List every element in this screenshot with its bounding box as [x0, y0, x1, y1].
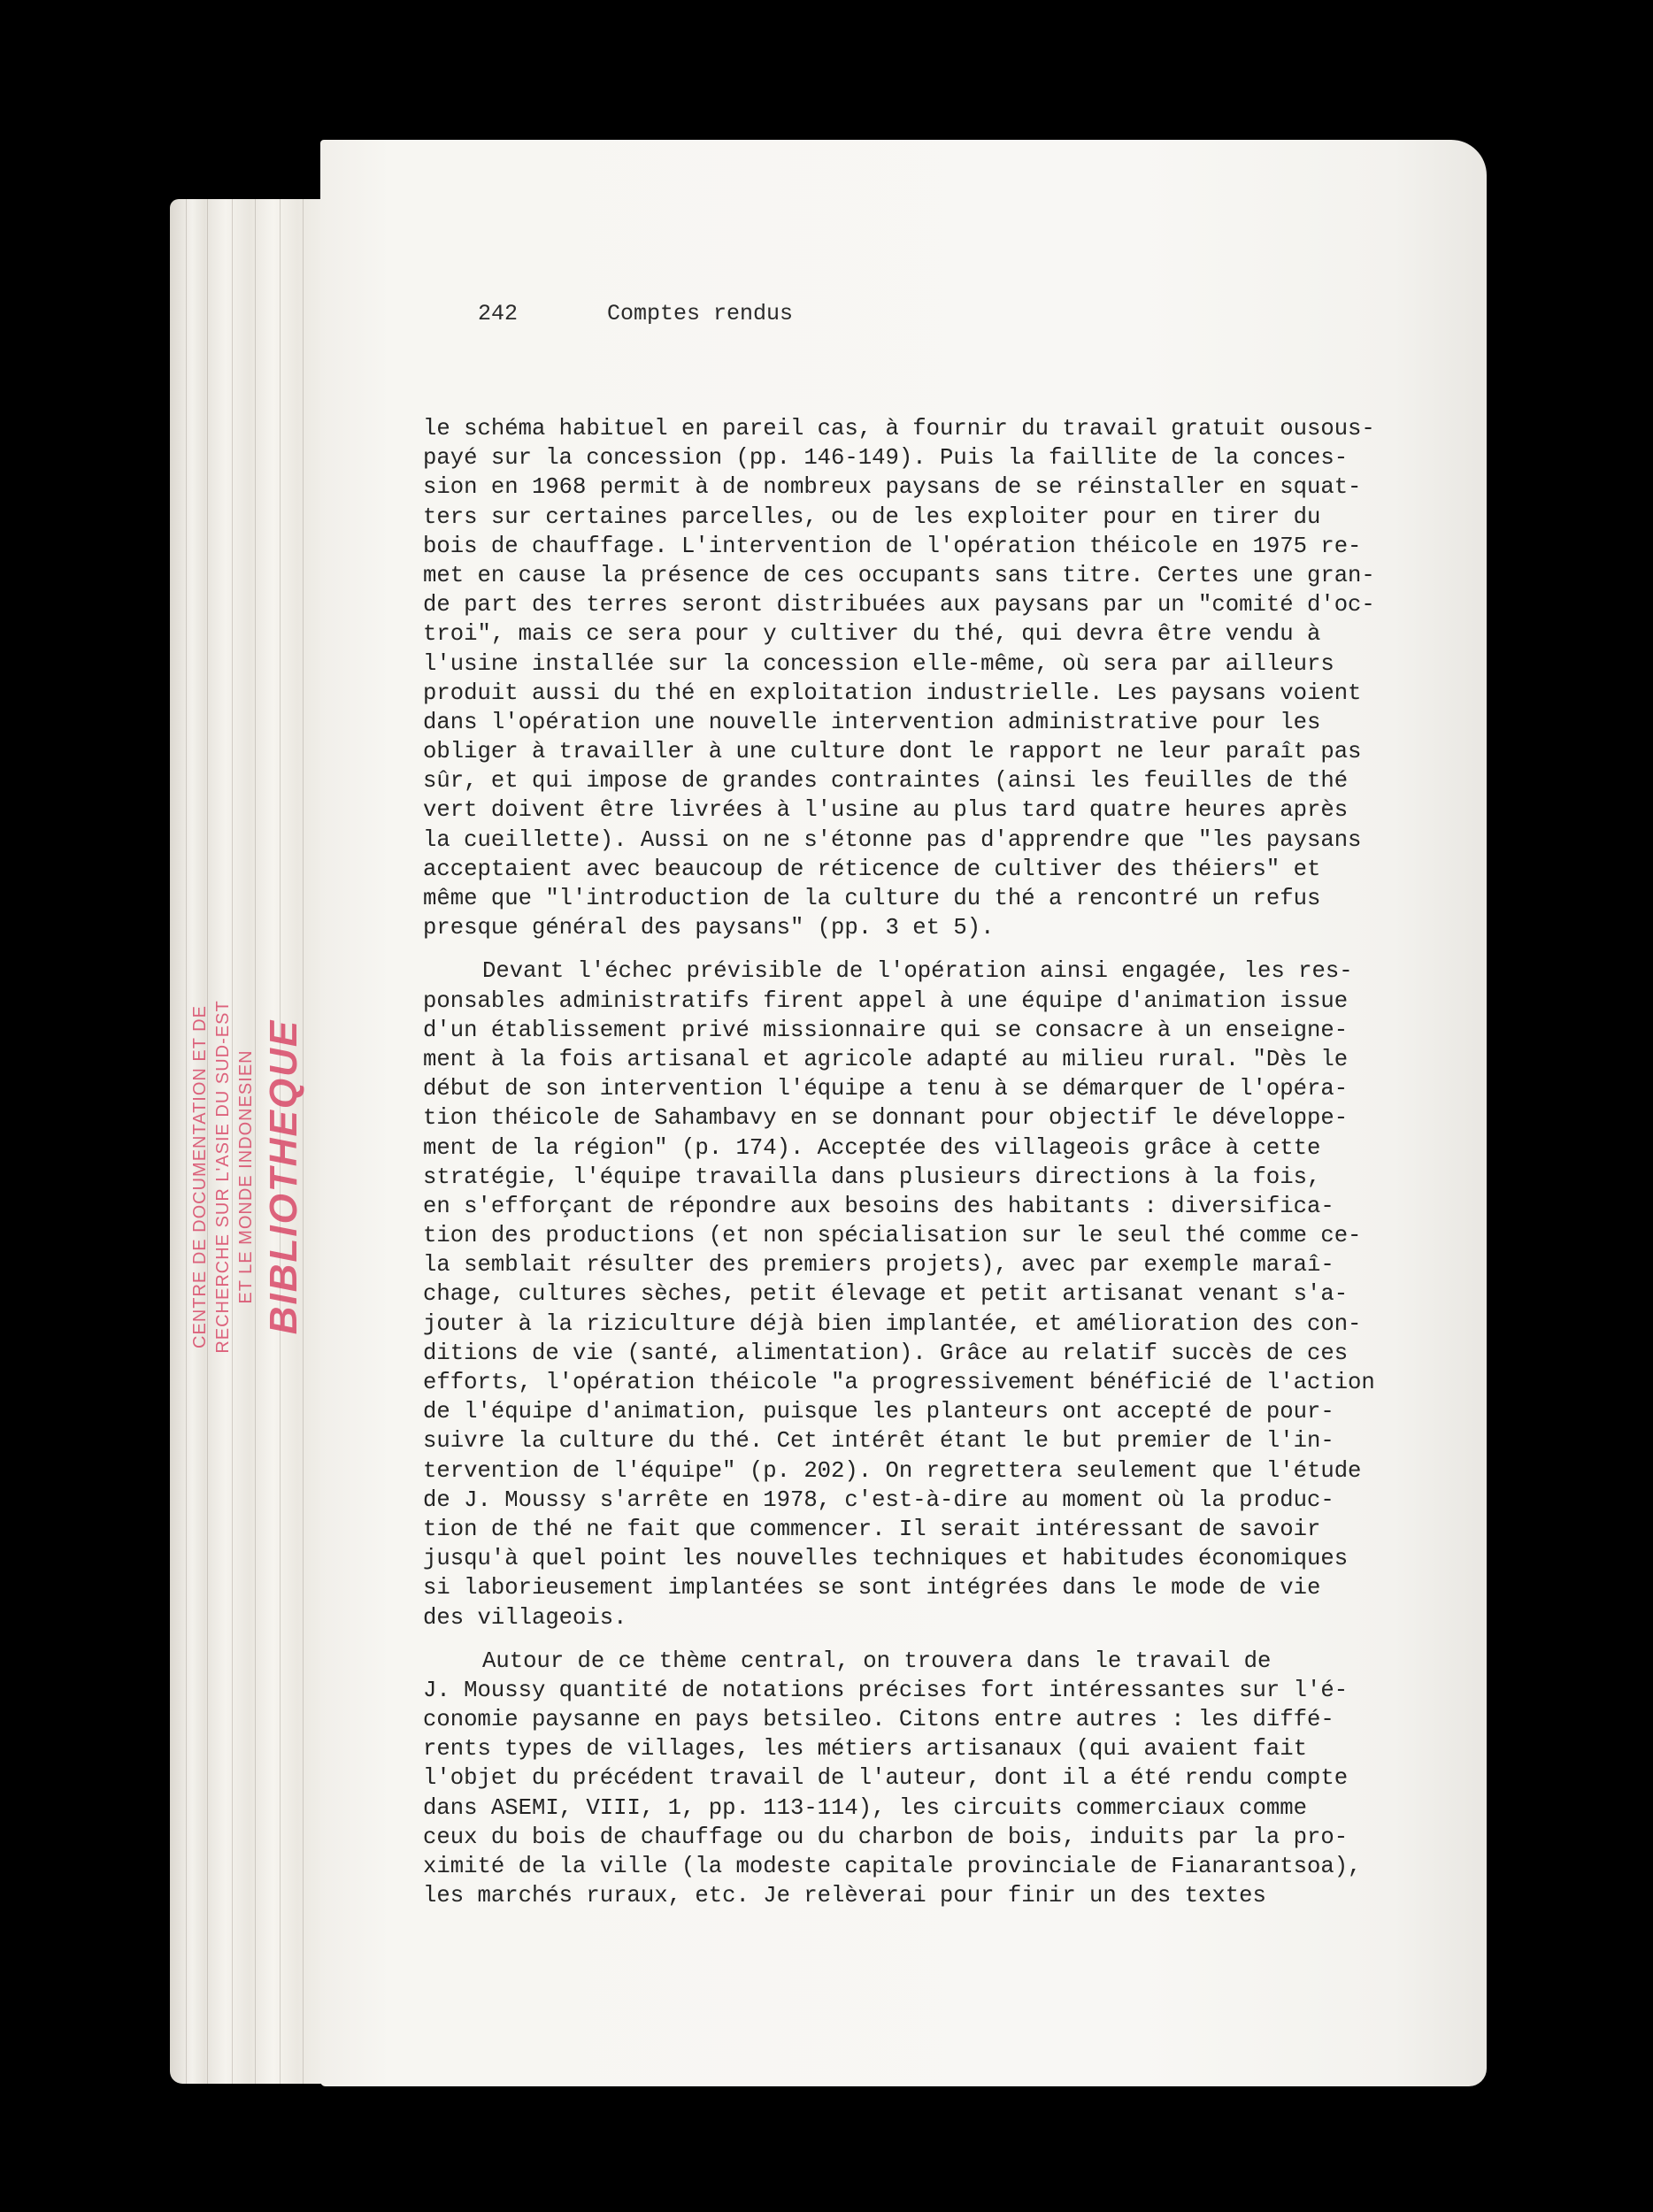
text-line: obliger à travailler à une culture dont le rapport ne leur paraît pas: [423, 738, 1362, 765]
library-stamp: [177, 849, 319, 1504]
text-line: ponsables administratifs firent appel à une équipe d'animation issue: [423, 987, 1349, 1014]
text-line: l'objet du précédent travail de l'auteur, dont il a été rendu compte: [423, 1764, 1349, 1792]
text-line: de l'équipe d'animation, puisque les planteurs ont accepté de pour-: [423, 1398, 1334, 1425]
text-line: presque général des paysans" (pp. 3 et 5).: [423, 914, 995, 941]
text-line: l'usine installée sur la concession elle-même, où sera par ailleurs: [423, 649, 1334, 677]
running-title: Comptes rendus: [607, 301, 794, 326]
text-line: la cueillette). Aussi on ne s'étonne pas d'apprendre que "les paysans: [423, 826, 1362, 853]
stamp-line-3: ET LE MONDE INDONESIEN: [236, 1049, 256, 1304]
text-line: suivre la culture du thé. Cet intérêt étant le but premier de l'in-: [423, 1427, 1334, 1455]
text-line: d'un établissement privé missionnaire qui se consacre à un enseigne-: [423, 1016, 1349, 1043]
text-line: le schéma habituel en pareil cas, à fournir du travail gratuit ousous-: [423, 415, 1375, 442]
text-line: jusqu'à quel point les nouvelles techniques et habitudes économiques: [423, 1545, 1349, 1572]
text-line: chage, cultures sèches, petit élevage et petit artisanat venant s'a-: [423, 1280, 1349, 1308]
text-line: sûr, et qui impose de grandes contraintes (ainsi les feuilles de thé: [423, 767, 1349, 795]
text-line: ceux du bois de chauffage ou du charbon de bois, induits par la pro-: [423, 1823, 1349, 1850]
stamp-line-2: RECHERCHE SUR L'ASIE DU SUD-EST: [213, 1000, 233, 1354]
text-line: bois de chauffage. L'intervention de l'opération théicole en 1975 re-: [423, 532, 1362, 559]
text-line: stratégie, l'équipe travailla dans plusieurs directions à la fois,: [423, 1163, 1321, 1190]
text-line: payé sur la concession (pp. 146-149). Puis la faillite de la conces-: [423, 444, 1349, 472]
body-text: [423, 414, 1417, 1910]
text-line: en s'efforçant de répondre aux besoins des habitants : diversifica-: [423, 1192, 1334, 1219]
text-line: début de son intervention l'équipe a tenu à se démarquer de l'opéra-: [423, 1075, 1349, 1102]
text-line: tion théicole de Sahambavy en se donnant pour objectif le développe-: [423, 1104, 1349, 1132]
paragraph-2: [423, 956, 1417, 1632]
text-line: rents types de villages, les métiers artisanaux (qui avaient fait: [423, 1735, 1307, 1763]
text-line: de J. Moussy s'arrête en 1978, c'est-à-dire au moment où la produc-: [423, 1486, 1334, 1513]
text-line: si laborieusement implantées se sont intégrées dans le mode de vie: [423, 1574, 1321, 1601]
paragraph-1: [423, 414, 1417, 942]
text-line: dans l'opération une nouvelle intervention administrative pour les: [423, 708, 1321, 735]
text-line: ment de la région" (p. 174). Acceptée des villageois grâce à cette: [423, 1133, 1321, 1161]
text-line: acceptaient avec beaucoup de réticence de cultiver des théiers" et: [423, 855, 1321, 882]
text-line: conomie paysanne en pays betsileo. Citons entre autres : les diffé-: [423, 1706, 1334, 1733]
text-line: dans ASEMI, VIII, 1, pp. 113-114), les circuits commerciaux comme: [423, 1793, 1307, 1821]
text-line: tion de thé ne fait que commencer. Il serait intéressant de savoir: [423, 1515, 1321, 1542]
text-line: vert doivent être livrées à l'usine au plus tard quatre heures après: [423, 796, 1349, 824]
text-line: la semblait résulter des premiers projets), avec par exemple maraî-: [423, 1251, 1334, 1279]
text-line: de part des terres seront distribuées aux paysans par un "comité d'oc-: [423, 591, 1375, 618]
text-line: efforts, l'opération théicole "a progressivement bénéficié de l'action: [423, 1369, 1375, 1395]
page-number: 242: [478, 301, 519, 326]
text-line: troi", mais ce sera pour y cultiver du thé, qui devra être vendu à: [423, 620, 1321, 648]
text-line: J. Moussy quantité de notations précises fort intéressantes sur l'é-: [423, 1676, 1349, 1703]
text-line: les marchés ruraux, etc. Je relèverai pour finir un des textes: [423, 1882, 1266, 1909]
text-line: ximité de la ville (la modeste capitale provinciale de Fianarantsoa),: [423, 1853, 1362, 1879]
text-line: tion des productions (et non spécialisation sur le seul thé comme ce-: [423, 1222, 1362, 1249]
text-line: ment à la fois artisanal et agricole adapté au milieu rural. "Dès le: [423, 1045, 1349, 1072]
paragraph-3: [423, 1647, 1417, 1911]
text-line: des villageois.: [423, 1603, 627, 1631]
text-line: Autour de ce thème central, on trouvera dans le travail de: [481, 1647, 1272, 1674]
text-line: même que "l'introduction de la culture du thé a rencontré un refus: [423, 885, 1321, 911]
text-line: met en cause la présence de ces occupants sans titre. Certes une gran-: [423, 561, 1375, 588]
text-line: sion en 1968 permit à de nombreux paysans de se réinstaller en squat-: [423, 473, 1362, 501]
text-line: produit aussi du thé en exploitation industrielle. Les paysans voient: [423, 679, 1362, 706]
stamp-line-1: CENTRE DE DOCUMENTATION ET DE: [190, 1005, 210, 1348]
text-line: ters sur certaines parcelles, ou de les exploiter pour en tirer du: [423, 503, 1321, 530]
text-line: Devant l'échec prévisible de l'opération ainsi engagée, les res-: [481, 957, 1353, 985]
running-head: [478, 301, 793, 326]
text-line: tervention de l'équipe" (p. 202). On regrettera seulement que l'étude: [423, 1456, 1362, 1484]
text-line: ditions de vie (santé, alimentation). Grâce au relatif succès de ces: [423, 1339, 1349, 1366]
stamp-word: BIBLIOTHEQUE: [262, 1018, 305, 1335]
text-line: jouter à la riziculture déjà bien implantée, et amélioration des con-: [423, 1310, 1362, 1337]
